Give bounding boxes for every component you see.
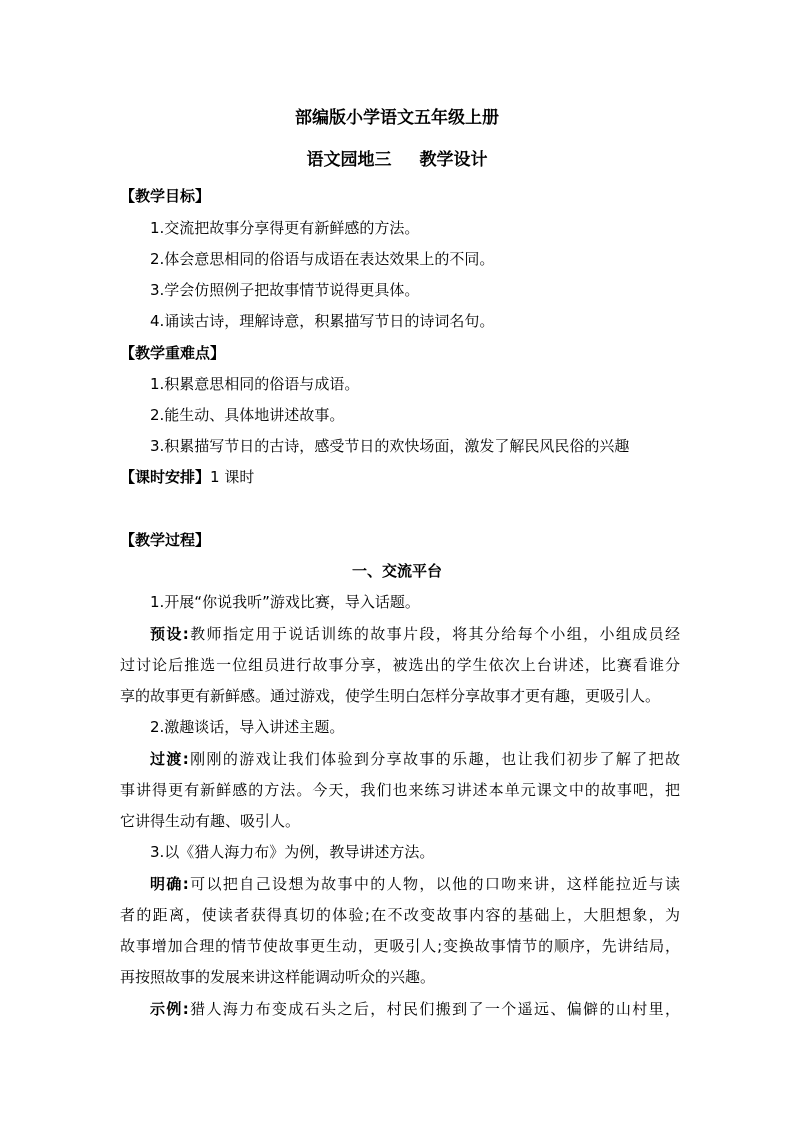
preset-line: 预设:教师指定用于说话训练的故事片段，将其分给每个小组，小组成员经 [150,625,680,643]
step-item: 1.开展“你说我听”游戏比赛，导入话题。 [150,593,420,611]
key-item: 2.能生动、具体地讲述故事。 [150,406,345,424]
keys-heading: 【教学重难点】 [120,344,226,362]
example-label: 示例: [150,1000,189,1018]
time-value: 1 课时 [210,468,255,486]
clarify-label: 明确: [150,875,189,893]
goal-item: 2.体会意思相同的俗语与成语在表达效果上的不同。 [150,250,495,268]
subtitle-right: 教学设计 [419,150,488,170]
time-heading: 【课时安排】 [120,468,211,486]
clarify-line: 者的距离，使读者获得真切的体验;在不改变故事内容的基础上，大胆想象，为 [120,906,680,924]
goal-item: 4.诵读古诗，理解诗意，积累描写节日的诗词名句。 [150,312,495,330]
preset-line: 过讨论后推选一位组员进行故事分享，被选出的学生依次上台讲述，比赛看谁分 [120,656,680,674]
transition-label: 过渡: [150,750,189,768]
process-subheading: 一、交流平台 [351,562,442,580]
example-line: 示例:猎人海力布变成石头之后，村民们搬到了一个遥远、偏僻的山村里， [150,1000,680,1018]
time-line [120,467,680,487]
goals-heading: 【教学目标】 [120,187,211,205]
goal-item: 1.交流把故事分享得更有新鲜感的方法。 [150,219,420,237]
subtitle-left: 语文园地三 [306,150,392,170]
key-item: 3.积累描写节日的古诗，感受节日的欢快场面，激发了解民风民俗的兴趣 [150,437,630,455]
clarify-line: 再按照故事的发展来讲这样能调动听众的兴趣。 [120,968,436,986]
step-item: 2.激趣谈话，导入讲述主题。 [150,718,345,736]
preset-line: 享的故事更有新鲜感。通过游戏，使学生明白怎样分享故事才更有趣，更吸引人。 [120,687,661,705]
transition-line: 过渡:刚刚的游戏让我们体验到分享故事的乐趣，也让我们初步了解了把故 [150,750,680,768]
transition-line: 它讲得生动有趣、吸引人。 [120,812,301,830]
document-subtitle [0,150,794,170]
document-title: 部编版小学语文五年级上册 [295,108,499,128]
goal-item: 3.学会仿照例子把故事情节说得更具体。 [150,281,420,299]
transition-line: 事讲得更有新鲜感的方法。今天，我们也来练习讲述本单元课文中的故事吧，把 [120,781,680,799]
preset-label: 预设: [150,625,189,643]
process-heading: 【教学过程】 [120,531,211,549]
clarify-line: 明确:可以把自己设想为故事中的人物，以他的口吻来讲，这样能拉近与读 [150,875,680,893]
key-item: 1.积累意思相同的俗语与成语。 [150,375,360,393]
clarify-line: 故事增加合理的情节使故事更生动，更吸引人;变换故事情节的顺序，先讲结局， [120,937,680,955]
step-item: 3.以《猎人海力布》为例，教导讲述方法。 [150,843,435,861]
